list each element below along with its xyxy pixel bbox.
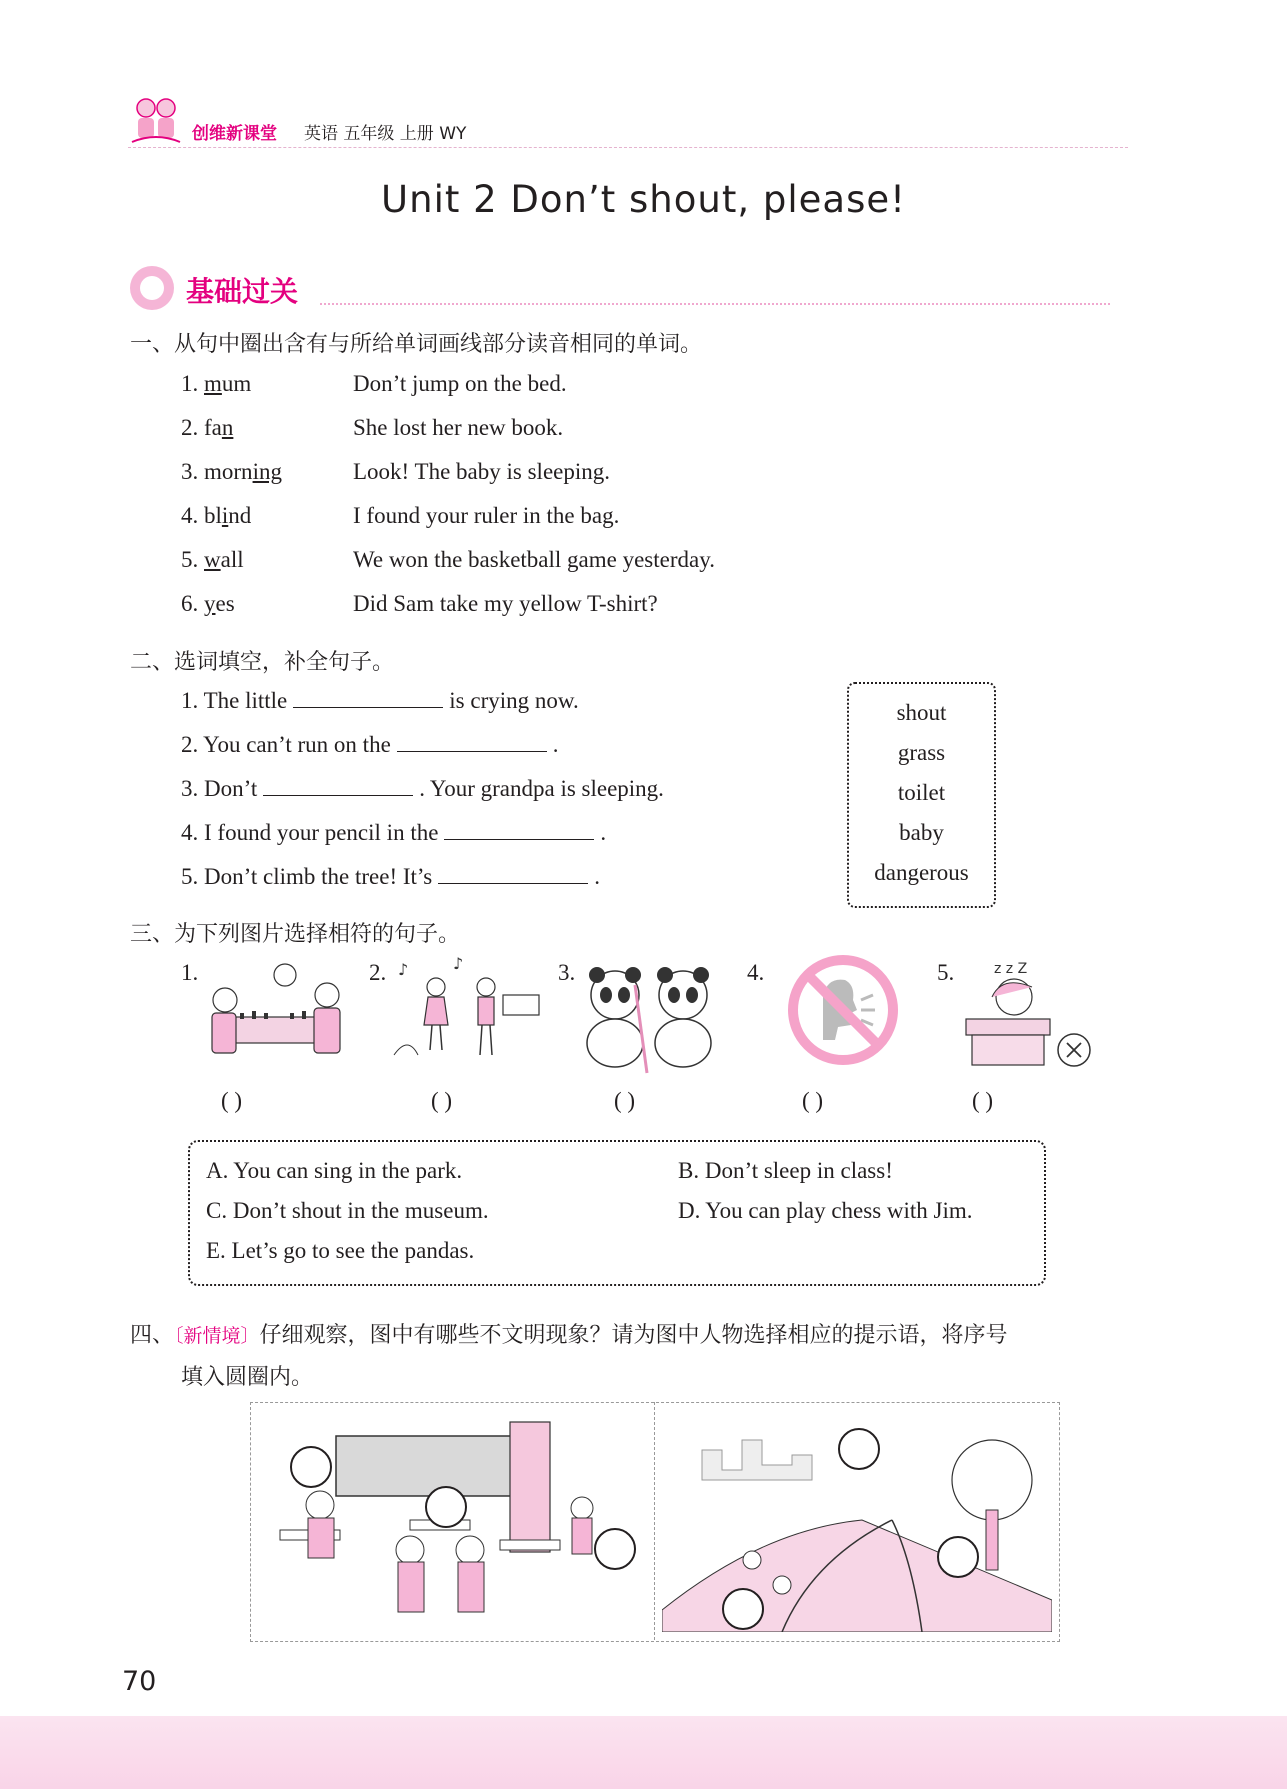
part1-item-1 bbox=[181, 371, 251, 397]
footer-band bbox=[0, 1716, 1287, 1789]
classroom-scene-picture bbox=[260, 1410, 645, 1632]
svg-text:z z Z: z z Z bbox=[994, 961, 1028, 977]
page-number: 70 bbox=[122, 1666, 157, 1697]
word-underlined: ing bbox=[252, 459, 282, 484]
answer-circle[interactable] bbox=[722, 1588, 764, 1630]
option-c: C. Don’t shout in the museum. bbox=[206, 1198, 489, 1223]
word-bank-item: dangerous bbox=[874, 860, 969, 885]
answer-paren[interactable]: ( ) bbox=[221, 1088, 243, 1113]
word-pre: bl bbox=[204, 503, 222, 528]
word-underlined: i bbox=[221, 503, 229, 528]
picture-number: 2. bbox=[369, 960, 387, 985]
sentence-before: Don’t climb the tree! It’s bbox=[204, 864, 433, 889]
part4-text: 仔细观察，图中有哪些不文明现象？请为图中人物选择相应的提示语，将序号 bbox=[259, 1323, 1008, 1348]
sentence-before: You can’t run on the bbox=[203, 732, 391, 757]
word-bank-box bbox=[847, 682, 996, 908]
no-shouting-sign-icon bbox=[783, 955, 938, 1075]
sleeping-in-class-picture-icon bbox=[962, 955, 1117, 1075]
answer-blank[interactable] bbox=[293, 706, 443, 708]
part2-item-4 bbox=[181, 820, 606, 846]
sentence-after: . bbox=[600, 820, 607, 845]
part2-heading: 二、选词填空，补全句子。 bbox=[130, 650, 395, 675]
answer-paren[interactable]: ( ) bbox=[614, 1088, 636, 1113]
part1-item-4 bbox=[181, 503, 251, 529]
picture-number: 3. bbox=[558, 960, 576, 985]
section-title: 基础过关 bbox=[186, 275, 299, 308]
answer-blank[interactable] bbox=[397, 750, 547, 752]
pandas-picture-icon bbox=[575, 955, 730, 1075]
answer-paren[interactable]: ( ) bbox=[972, 1088, 994, 1113]
option-a: A. You can sing in the park. bbox=[206, 1158, 463, 1183]
word-pre: fa bbox=[204, 415, 222, 440]
sentence-before: I found your pencil in the bbox=[204, 820, 439, 845]
part1-sentence-6: Did Sam take my yellow T-shirt? bbox=[353, 591, 658, 616]
new-context-tag: 〔新情境〕 bbox=[174, 1325, 260, 1347]
word-post: um bbox=[221, 371, 252, 396]
answer-blank[interactable] bbox=[263, 794, 413, 796]
header-brand: 创维新课堂 bbox=[192, 124, 277, 144]
part1-item-3 bbox=[181, 459, 282, 485]
picture-number: 4. bbox=[747, 960, 765, 985]
header-logo-icon bbox=[128, 92, 184, 148]
word-underlined: n bbox=[221, 415, 234, 440]
part2-item-2 bbox=[181, 732, 559, 758]
answer-paren[interactable]: ( ) bbox=[802, 1088, 824, 1113]
singing-park-picture-icon bbox=[388, 955, 543, 1075]
picture-number: 5. bbox=[937, 960, 955, 985]
item-number: 6. bbox=[181, 591, 199, 616]
word-bank-item: shout bbox=[896, 700, 947, 725]
part1-sentence-3: Look! The baby is sleeping. bbox=[353, 459, 610, 484]
answer-circle[interactable] bbox=[937, 1536, 979, 1578]
option-d: D. You can play chess with Jim. bbox=[678, 1198, 973, 1223]
park-scene-picture bbox=[662, 1410, 1052, 1632]
header-divider bbox=[128, 147, 1128, 148]
answer-paren[interactable]: ( ) bbox=[431, 1088, 453, 1113]
item-number: 3. bbox=[181, 459, 199, 484]
answer-circle[interactable] bbox=[594, 1528, 636, 1570]
word-post: all bbox=[220, 547, 244, 572]
svg-text:♪: ♪ bbox=[398, 960, 409, 979]
item-number: 4. bbox=[181, 503, 199, 528]
part1-sentence-1: Don’t jump on the bed. bbox=[353, 371, 567, 396]
word-post: nd bbox=[228, 503, 252, 528]
sentence-after: . bbox=[594, 864, 600, 889]
part1-item-2 bbox=[181, 415, 233, 441]
option-e: E. Let’s go to see the pandas. bbox=[206, 1238, 475, 1263]
item-number: 3. bbox=[181, 776, 199, 801]
word-underlined: y bbox=[204, 591, 216, 616]
scene-divider bbox=[654, 1402, 655, 1640]
unit-title: Unit 2 Don’t shout, please! bbox=[381, 178, 906, 221]
word-underlined: m bbox=[204, 371, 222, 396]
svg-text:♪: ♪ bbox=[453, 955, 464, 973]
answer-blank[interactable] bbox=[444, 838, 594, 840]
word-post: es bbox=[215, 591, 235, 616]
word-bank-item: baby bbox=[899, 820, 944, 845]
item-number: 1. bbox=[181, 688, 199, 713]
part1-sentence-2: She lost her new book. bbox=[353, 415, 564, 440]
part4-prefix: 四、 bbox=[130, 1323, 175, 1348]
item-number: 2. bbox=[181, 415, 199, 440]
word-bank-item: toilet bbox=[897, 780, 946, 805]
part4-heading-line2: 填入圆圈内。 bbox=[181, 1365, 314, 1390]
part1-item-5 bbox=[181, 547, 244, 573]
sentence-before: Don’t bbox=[204, 776, 258, 801]
sentence-after: is crying now. bbox=[449, 688, 579, 713]
item-number: 5. bbox=[181, 864, 199, 889]
item-number: 4. bbox=[181, 820, 199, 845]
word-bank-item: grass bbox=[897, 740, 946, 765]
header-meta: 英语 五年级 上册 WY bbox=[304, 124, 467, 144]
word-pre: morn bbox=[204, 459, 253, 484]
part3-heading: 三、为下列图片选择相符的句子。 bbox=[130, 922, 461, 947]
option-b: B. Don’t sleep in class! bbox=[678, 1158, 893, 1183]
item-number: 2. bbox=[181, 732, 199, 757]
section-divider bbox=[320, 303, 1110, 305]
item-number: 5. bbox=[181, 547, 199, 572]
answer-circle[interactable] bbox=[838, 1428, 880, 1470]
sentence-before: The little bbox=[203, 688, 288, 713]
sentence-after: . bbox=[552, 732, 559, 757]
section-badge-inner bbox=[140, 276, 164, 300]
answer-blank[interactable] bbox=[438, 882, 588, 884]
word-underlined: w bbox=[204, 547, 221, 572]
part1-sentence-5: We won the basketball game yesterday. bbox=[353, 547, 715, 572]
sentence-after: . Your grandpa is sleeping. bbox=[419, 776, 664, 801]
part1-sentence-4: I found your ruler in the bag. bbox=[353, 503, 620, 528]
part2-item-5 bbox=[181, 864, 600, 890]
part2-item-1 bbox=[181, 688, 579, 714]
answer-circle[interactable] bbox=[425, 1486, 467, 1528]
answer-circle[interactable] bbox=[290, 1446, 332, 1488]
item-number: 1. bbox=[181, 371, 199, 396]
picture-number: 1. bbox=[181, 960, 199, 985]
part1-item-6 bbox=[181, 591, 235, 617]
part4-heading bbox=[130, 1318, 1008, 1349]
chess-kids-picture-icon bbox=[200, 955, 355, 1075]
part1-heading: 一、从句中圈出含有与所给单词画线部分读音相同的单词。 bbox=[130, 332, 703, 357]
part2-item-3 bbox=[181, 776, 664, 802]
